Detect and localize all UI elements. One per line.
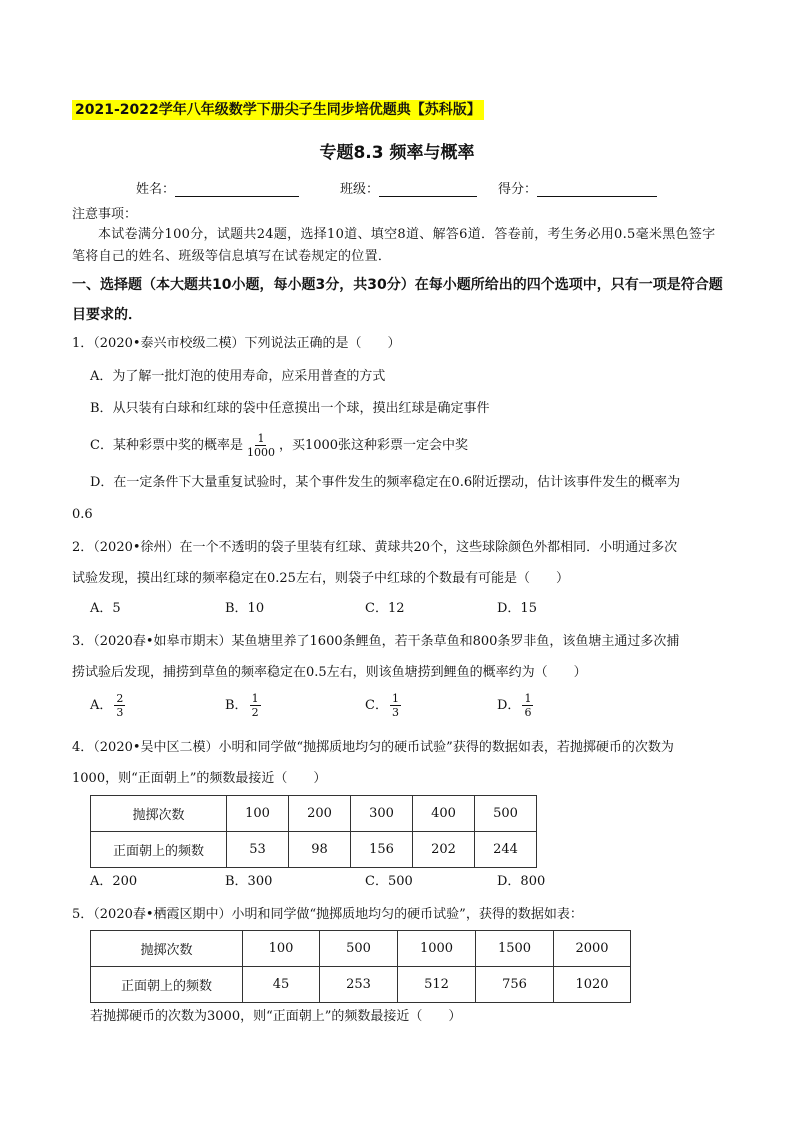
fraction: $\frac{2}{3}$ [116, 692, 124, 719]
series-header: 2021-2022学年八年级数学下册尖子生同步培优题典【苏科版】 [72, 100, 484, 120]
table-row: 抛掷次数 100 200 300 400 500 [91, 796, 537, 832]
score-field [498, 178, 657, 197]
fraction: $\frac{1}{1000}$ [246, 432, 275, 459]
name-field [136, 178, 299, 197]
notice-body: 本试卷满分100分，试题共24题，选择10道、填空8道、解答6道．答卷前，考生务必用0.5毫米黑色签字笔将自己的姓名、班级等信息填写在试卷规定的位置． [72, 227, 716, 264]
table-row: 正面朝上的频数 53 98 156 202 244 [91, 832, 537, 868]
page-title: 专题8.3 频率与概率 [319, 143, 475, 163]
q1-stem: 1．（2020•泰兴市校级二模）下列说法正确的是（ ） [72, 336, 401, 351]
q4-option-a: A．200 [90, 874, 138, 889]
q4-data-table [90, 795, 537, 868]
q4-stem-line2: 1000，则“正面朝上”的频数最接近（ ） [72, 771, 327, 786]
q1-option-d-cont: 0.6 [72, 507, 93, 522]
q3-option-b: B． $\frac{1}{2}$ [225, 692, 259, 719]
class-blank [379, 183, 477, 197]
q3-stem-line2: 捞试验后发现，捕捞到草鱼的频率稳定在0.5左右，则该鱼塘捞到鲤鱼的概率约为（ ） [72, 665, 587, 680]
fraction: $\frac{1}{6}$ [524, 692, 532, 719]
q5-data-table [90, 930, 631, 1003]
q2-option-a: A．5 [90, 601, 121, 616]
name-label: 姓名： [136, 182, 176, 197]
q2-option-c: C．12 [365, 601, 405, 616]
q3-stem-line1: 3．（2020春•如皋市期末）某鱼塘里养了1600条鲤鱼，若干条草鱼和800条罗非鱼，该鱼塘主通过多次捕 [72, 634, 680, 649]
q4-option-b: B．300 [225, 874, 273, 889]
q5-stem-line2: 若抛掷硬币的次数为3000，则“正面朝上”的频数最接近（ ） [90, 1009, 462, 1024]
class-field [340, 178, 477, 197]
q2-option-d: D．15 [497, 601, 537, 616]
q4-stem-line1: 4．（2020•吴中区二模）小明和同学做“抛掷质地均匀的硬币试验”获得的数据如表，若抛掷硬币的次数为 [72, 740, 674, 755]
name-blank [175, 183, 299, 197]
q2-stem-line1: 2．（2020•徐州）在一个不透明的袋子里装有红球、黄球共20个，这些球除颜色外都相同．小明通过多次 [72, 540, 678, 555]
score-label: 得分： [498, 182, 538, 197]
q3-option-d: D． $\frac{1}{6}$ [497, 692, 532, 719]
fraction: $\frac{1}{2}$ [251, 692, 259, 719]
q1-option-b: B．从只装有白球和红球的袋中任意摸出一个球，摸出红球是确定事件 [90, 401, 490, 416]
q1-option-c: C．某种彩票中奖的概率是 $\frac{1}{1000}$ ，买1000张这种彩票一定会中奖 [90, 432, 469, 459]
score-blank [537, 183, 657, 197]
q3-option-c: C． $\frac{1}{3}$ [365, 692, 399, 719]
q2-stem-line2: 试验发现，摸出红球的频率稳定在0.25左右，则袋子中红球的个数最有可能是（ ） [72, 571, 569, 586]
table-row: 抛掷次数 100 500 1000 1500 2000 [91, 931, 631, 967]
fraction: $\frac{1}{3}$ [391, 692, 399, 719]
q1-option-d: D．在一定条件下大量重复试验时，某个事件发生的频率稳定在0.6附近摆动，估计该事件发生的概率为 [90, 475, 681, 490]
q1-option-a: A．为了解一批灯泡的使用寿命，应采用普查的方式 [90, 369, 386, 384]
q4-option-d: D．800 [497, 874, 546, 889]
section-heading: 一、选择题（本大题共10小题，每小题3分，共30分）在每小题所给出的四个选项中，只有一项是符合题目要求的． [72, 277, 723, 323]
q2-option-b: B．10 [225, 601, 265, 616]
q5-stem-line1: 5．（2020春•栖霞区期中）小明和同学做“抛掷质地均匀的硬币试验”，获得的数据如表： [72, 907, 583, 922]
class-label: 班级： [340, 182, 380, 197]
q3-option-a: A． $\frac{2}{3}$ [90, 692, 124, 719]
notice-heading: 注意事项： [72, 207, 138, 222]
table-row: 正面朝上的频数 45 253 512 756 1020 [91, 967, 631, 1003]
q4-option-c: C．500 [365, 874, 413, 889]
